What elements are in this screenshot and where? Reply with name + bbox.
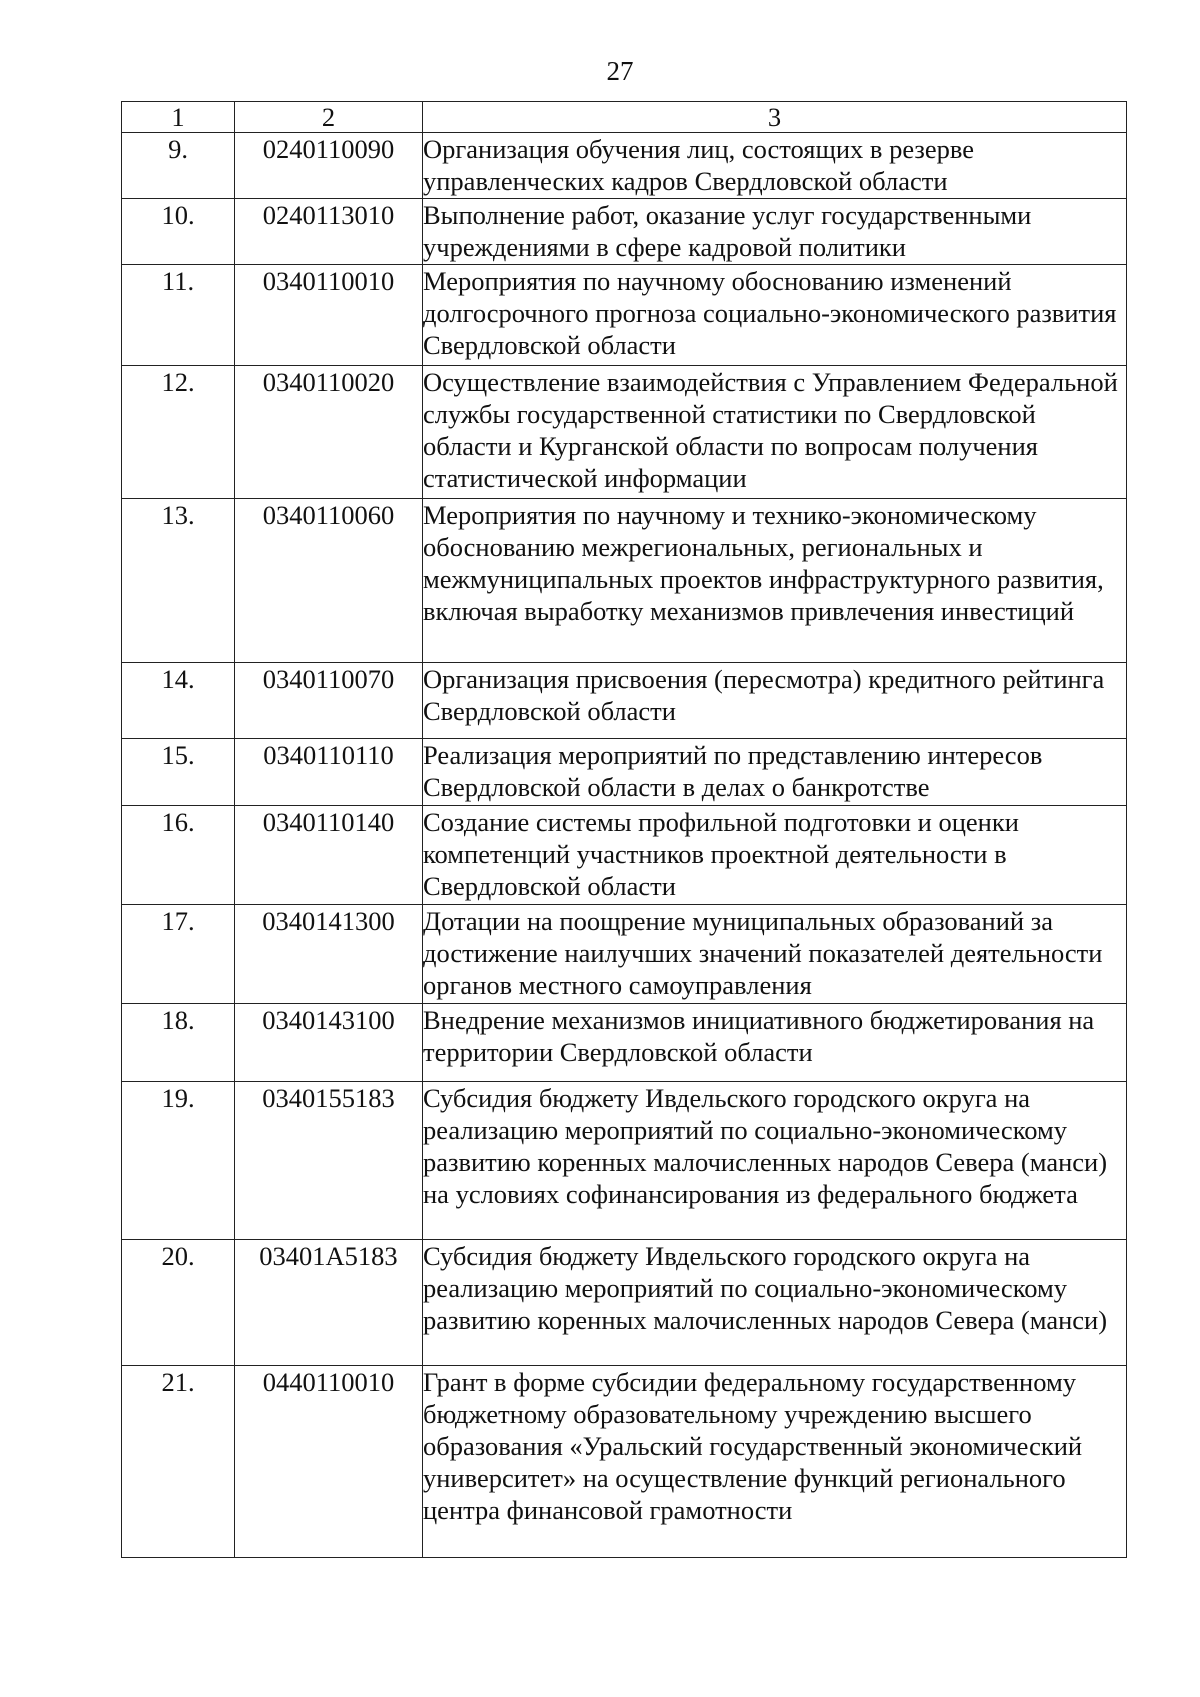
row-description: Организация присвоения (пересмотра) кредитного рейтинга Свердловской области	[423, 663, 1127, 739]
table-row	[122, 366, 1127, 499]
table-row	[122, 1082, 1127, 1240]
row-description: Выполнение работ, оказание услуг государственными учреждениями в сфере кадровой политики	[423, 199, 1127, 265]
table-row	[122, 739, 1127, 806]
row-number: 18.	[122, 1004, 235, 1082]
row-code: 0240113010	[235, 199, 423, 265]
row-number: 17.	[122, 905, 235, 1004]
row-description: Грант в форме субсидии федеральному государственному бюджетному образовательному учреждению высшего образования «Уральский государственный экономический университет» на осуществление функций регионального центра финансовой грамотности	[423, 1366, 1127, 1558]
column-header-description: 3	[423, 102, 1127, 133]
row-number: 9.	[122, 133, 235, 199]
table-row	[122, 663, 1127, 739]
row-description: Дотации на поощрение муниципальных образований за достижение наилучших значений показателей деятельности органов местного самоуправления	[423, 905, 1127, 1004]
row-code: 0340143100	[235, 1004, 423, 1082]
row-number: 19.	[122, 1082, 235, 1240]
row-number: 21.	[122, 1366, 235, 1558]
table-row	[122, 1004, 1127, 1082]
row-code: 03401A5183	[235, 1240, 423, 1366]
row-code: 0340155183	[235, 1082, 423, 1240]
row-number: 13.	[122, 499, 235, 663]
row-description: Субсидия бюджету Ивдельского городского округа на реализацию мероприятий по социально-экономическому развитию коренных малочисленных народов Севера (манси) на условиях софинансирования из федерального бюджета	[423, 1082, 1127, 1240]
table-row	[122, 133, 1127, 199]
table-row	[122, 499, 1127, 663]
row-description: Организация обучения лиц, состоящих в резерве управленческих кадров Свердловской области	[423, 133, 1127, 199]
table-row	[122, 265, 1127, 366]
row-number: 11.	[122, 265, 235, 366]
row-number: 20.	[122, 1240, 235, 1366]
table-row	[122, 1240, 1127, 1366]
column-header-number: 1	[122, 102, 235, 133]
row-number: 10.	[122, 199, 235, 265]
row-code: 0440110010	[235, 1366, 423, 1558]
row-number: 14.	[122, 663, 235, 739]
row-number: 12.	[122, 366, 235, 499]
column-header-code: 2	[235, 102, 423, 133]
table-row	[122, 806, 1127, 905]
row-description: Мероприятия по научному обоснованию изменений долгосрочного прогноза социально-экономического развития Свердловской области	[423, 265, 1127, 366]
table-row	[122, 905, 1127, 1004]
header-row	[122, 102, 1127, 133]
page-number: 27	[606, 56, 634, 86]
row-description: Мероприятия по научному и технико-экономическому обоснованию межрегиональных, региональных и межмуниципальных проектов инфраструктурного развития, включая выработку механизмов привлечения инвестиций	[423, 499, 1127, 663]
row-number: 16.	[122, 806, 235, 905]
row-number: 15.	[122, 739, 235, 806]
row-description: Субсидия бюджету Ивдельского городского округа на реализацию мероприятий по социально-экономическому развитию коренных малочисленных народов Севера (манси)	[423, 1240, 1127, 1366]
row-description: Создание системы профильной подготовки и оценки компетенций участников проектной деятельности в Свердловской области	[423, 806, 1127, 905]
row-description: Осуществление взаимодействия с Управлением Федеральной службы государственной статистики по Свердловской области и Курганской области по вопросам получения статистической информации	[423, 366, 1127, 499]
row-code: 0340110070	[235, 663, 423, 739]
row-code: 0340110140	[235, 806, 423, 905]
row-code: 0240110090	[235, 133, 423, 199]
budget-code-table	[121, 101, 1127, 1558]
table-row	[122, 199, 1127, 265]
row-code: 0340110010	[235, 265, 423, 366]
table-row	[122, 1366, 1127, 1558]
row-description: Реализация мероприятий по представлению интересов Свердловской области в делах о банкротстве	[423, 739, 1127, 806]
row-code: 0340141300	[235, 905, 423, 1004]
row-code: 0340110110	[235, 739, 423, 806]
row-code: 0340110020	[235, 366, 423, 499]
row-description: Внедрение механизмов инициативного бюджетирования на территории Свердловской области	[423, 1004, 1127, 1082]
row-code: 0340110060	[235, 499, 423, 663]
